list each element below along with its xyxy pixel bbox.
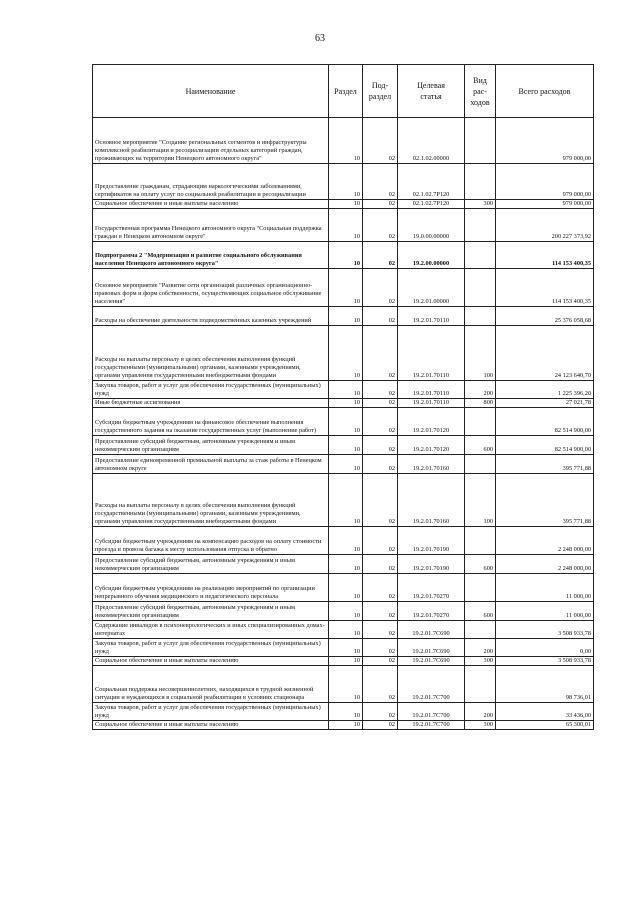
row-total-cell: 2 248 000,00 bbox=[496, 555, 594, 574]
row-subsection-cell: 02 bbox=[363, 721, 398, 730]
table-row bbox=[93, 621, 594, 639]
row-name-cell: Социальное обеспечение и иные выплаты населению bbox=[93, 721, 329, 730]
row-target-cell: 19.2.01.70270 bbox=[398, 574, 465, 602]
row-section-cell: 10 bbox=[329, 639, 363, 657]
row-total-cell: 65 300,01 bbox=[496, 721, 594, 730]
row-expense-type-cell bbox=[465, 455, 496, 474]
table-row bbox=[93, 408, 594, 436]
row-total-cell: 200 227 373,92 bbox=[496, 209, 594, 242]
row-name-cell: Предоставление гражданам, страдающим наркологическими заболеваниями, сертификатов на оплату услуг по социальной реабилитации и ресоциализации bbox=[93, 164, 329, 200]
row-name-cell: Предоставление субсидий бюджетным, автономным учреждениям и иным некоммерческим организациям bbox=[93, 555, 329, 574]
budget-table bbox=[92, 64, 594, 730]
row-name-cell: Закупка товаров, работ и услуг для обеспечения государственных (муниципальных) нужд bbox=[93, 381, 329, 399]
row-expense-type-cell: 600 bbox=[465, 602, 496, 621]
row-expense-type-cell bbox=[465, 209, 496, 242]
row-expense-type-cell bbox=[465, 621, 496, 639]
row-target-cell: 19.2.01.70110 bbox=[398, 307, 465, 326]
row-section-cell: 10 bbox=[329, 621, 363, 639]
row-section-cell: 10 bbox=[329, 200, 363, 209]
table-row bbox=[93, 209, 594, 242]
row-target-cell: 19.2.01.70120 bbox=[398, 408, 465, 436]
row-target-cell: 02.1.02.7Р120 bbox=[398, 200, 465, 209]
row-name-cell: Иные бюджетные ассигнования bbox=[93, 399, 329, 408]
row-name-cell: Предоставление единовременной премиальной выплаты за стаж работы в Ненецком автономном округе bbox=[93, 455, 329, 474]
table-row bbox=[93, 200, 594, 209]
row-section-cell: 10 bbox=[329, 242, 363, 269]
row-expense-type-cell bbox=[465, 269, 496, 307]
row-target-cell: 19.2.01.70110 bbox=[398, 381, 465, 399]
row-name-cell: Подпрограмма 2 "Модернизация и развитие социального обслуживания населения Ненецкого автономного округа" bbox=[93, 242, 329, 269]
row-target-cell: 19.2.01.70160 bbox=[398, 455, 465, 474]
row-total-cell: 395 771,88 bbox=[496, 474, 594, 527]
table-row bbox=[93, 307, 594, 326]
row-target-cell: 19.2.01.70190 bbox=[398, 555, 465, 574]
row-target-cell: 02.1.02.00000 bbox=[398, 118, 465, 164]
row-target-cell: 19.2.01.70120 bbox=[398, 436, 465, 455]
row-section-cell: 10 bbox=[329, 408, 363, 436]
header-name: Наименование bbox=[93, 65, 329, 118]
row-subsection-cell: 02 bbox=[363, 621, 398, 639]
row-name-cell: Субсидии бюджетным учреждениям на реализацию мероприятий по организации непрерывного обучения медицинского и педагогического персонала bbox=[93, 574, 329, 602]
table-header-row bbox=[93, 65, 594, 118]
row-name-cell: Закупка товаров, работ и услуг для обеспечения государственных (муниципальных) нужд bbox=[93, 639, 329, 657]
row-total-cell: 1 225 396,20 bbox=[496, 381, 594, 399]
row-section-cell: 10 bbox=[329, 666, 363, 703]
table-row bbox=[93, 118, 594, 164]
row-subsection-cell: 02 bbox=[363, 381, 398, 399]
table-row bbox=[93, 602, 594, 621]
row-expense-type-cell: 300 bbox=[465, 200, 496, 209]
row-expense-type-cell: 200 bbox=[465, 381, 496, 399]
row-total-cell: 3 508 933,78 bbox=[496, 657, 594, 666]
row-expense-type-cell bbox=[465, 242, 496, 269]
row-expense-type-cell: 100 bbox=[465, 474, 496, 527]
row-expense-type-cell bbox=[465, 666, 496, 703]
row-target-cell: 19.2.01.7С700 bbox=[398, 703, 465, 721]
row-total-cell: 979 000,00 bbox=[496, 118, 594, 164]
row-name-cell: Закупка товаров, работ и услуг для обеспечения государственных (муниципальных) нужд bbox=[93, 703, 329, 721]
table-row bbox=[93, 399, 594, 408]
row-section-cell: 10 bbox=[329, 574, 363, 602]
row-name-cell: Предоставление субсидий бюджетным, автономным учреждениям и иным некоммерческим организациям bbox=[93, 602, 329, 621]
row-expense-type-cell bbox=[465, 574, 496, 602]
row-subsection-cell: 02 bbox=[363, 555, 398, 574]
row-total-cell: 82 514 900,00 bbox=[496, 436, 594, 455]
row-section-cell: 10 bbox=[329, 436, 363, 455]
row-section-cell: 10 bbox=[329, 399, 363, 408]
table-row bbox=[93, 269, 594, 307]
row-name-cell: Социальное обеспечение и иные выплаты населению bbox=[93, 200, 329, 209]
row-total-cell: 0,00 bbox=[496, 639, 594, 657]
row-name-cell: Расходы на выплаты персоналу в целях обеспечения выполнения функций государственными (муниципальными) органами, казенными учреждениями, органами управления государственными внебюджетными фондами bbox=[93, 326, 329, 381]
table-row bbox=[93, 657, 594, 666]
table-row bbox=[93, 527, 594, 555]
row-target-cell: 02.1.02.7Р120 bbox=[398, 164, 465, 200]
table-row bbox=[93, 326, 594, 381]
row-total-cell: 979 000,00 bbox=[496, 200, 594, 209]
row-target-cell: 19.2.01.7С690 bbox=[398, 639, 465, 657]
row-section-cell: 10 bbox=[329, 381, 363, 399]
row-target-cell: 19.2.01.70110 bbox=[398, 399, 465, 408]
row-expense-type-cell: 300 bbox=[465, 657, 496, 666]
row-total-cell: 979 000,00 bbox=[496, 164, 594, 200]
row-total-cell: 2 248 000,00 bbox=[496, 527, 594, 555]
table-row bbox=[93, 555, 594, 574]
row-section-cell: 10 bbox=[329, 307, 363, 326]
row-total-cell: 25 376 058,68 bbox=[496, 307, 594, 326]
row-section-cell: 10 bbox=[329, 721, 363, 730]
row-subsection-cell: 02 bbox=[363, 408, 398, 436]
row-total-cell: 114 153 400,35 bbox=[496, 242, 594, 269]
table-row bbox=[93, 639, 594, 657]
row-expense-type-cell bbox=[465, 307, 496, 326]
row-name-cell: Социальная поддержка несовершеннолетних, находящихся в трудной жизненной ситуации и нуждающихся в социальной реабилитации в условиях стационара bbox=[93, 666, 329, 703]
row-target-cell: 19.2.01.7С690 bbox=[398, 657, 465, 666]
row-subsection-cell: 02 bbox=[363, 703, 398, 721]
header-expense-type: Вид рас- ходов bbox=[465, 65, 496, 118]
row-target-cell: 19.2.01.70190 bbox=[398, 527, 465, 555]
row-name-cell: Социальное обеспечение и иные выплаты населению bbox=[93, 657, 329, 666]
row-expense-type-cell bbox=[465, 527, 496, 555]
row-expense-type-cell bbox=[465, 118, 496, 164]
row-target-cell: 19.2.01.70270 bbox=[398, 602, 465, 621]
row-section-cell: 10 bbox=[329, 118, 363, 164]
row-name-cell: Содержание инвалидов в психоневрологических и иных специализированных домах-интернатах bbox=[93, 621, 329, 639]
row-name-cell: Расходы на выплаты персоналу в целях обеспечения выполнения функций государственными (муниципальными) органами, казенными учреждениями, органами управления государственными внебюджетными фондами bbox=[93, 474, 329, 527]
page-number: 63 bbox=[315, 33, 325, 44]
row-section-cell: 10 bbox=[329, 657, 363, 666]
row-total-cell: 33 436,00 bbox=[496, 703, 594, 721]
row-name-cell: Предоставление субсидий бюджетным, автономным учреждениям и иным некоммерческим организациям bbox=[93, 436, 329, 455]
row-name-cell: Расходы на обеспечение деятельности подведомственных казенных учреждений bbox=[93, 307, 329, 326]
row-section-cell: 10 bbox=[329, 326, 363, 381]
row-name-cell: Государственная программа Ненецкого автономного округа "Социальная поддержка граждан в Ненецком автономном округе" bbox=[93, 209, 329, 242]
row-total-cell: 24 123 640,70 bbox=[496, 326, 594, 381]
row-target-cell: 19.2.01.7С690 bbox=[398, 621, 465, 639]
row-section-cell: 10 bbox=[329, 703, 363, 721]
row-section-cell: 10 bbox=[329, 455, 363, 474]
row-subsection-cell: 02 bbox=[363, 200, 398, 209]
row-target-cell: 19.2.01.70110 bbox=[398, 326, 465, 381]
row-expense-type-cell: 600 bbox=[465, 555, 496, 574]
header-section: Раздел bbox=[329, 65, 363, 118]
table-row bbox=[93, 474, 594, 527]
row-subsection-cell: 02 bbox=[363, 574, 398, 602]
table-row bbox=[93, 721, 594, 730]
header-target: Целевая статья bbox=[398, 65, 465, 118]
row-target-cell: 19.2.00.00000 bbox=[398, 242, 465, 269]
row-expense-type-cell: 200 bbox=[465, 639, 496, 657]
row-target-cell: 19.2.01.7С700 bbox=[398, 721, 465, 730]
row-section-cell: 10 bbox=[329, 269, 363, 307]
table-row bbox=[93, 436, 594, 455]
row-target-cell: 19.0.00.00000 bbox=[398, 209, 465, 242]
row-total-cell: 114 153 400,35 bbox=[496, 269, 594, 307]
table-row bbox=[93, 164, 594, 200]
row-expense-type-cell: 200 bbox=[465, 703, 496, 721]
row-subsection-cell: 02 bbox=[363, 326, 398, 381]
row-subsection-cell: 02 bbox=[363, 527, 398, 555]
row-section-cell: 10 bbox=[329, 474, 363, 527]
row-expense-type-cell: 100 bbox=[465, 326, 496, 381]
header-subsection: Под- раздел bbox=[363, 65, 398, 118]
row-expense-type-cell: 600 bbox=[465, 436, 496, 455]
row-subsection-cell: 02 bbox=[363, 602, 398, 621]
row-total-cell: 27 021,78 bbox=[496, 399, 594, 408]
row-subsection-cell: 02 bbox=[363, 399, 398, 408]
row-target-cell: 19.2.01.00000 bbox=[398, 269, 465, 307]
row-section-cell: 10 bbox=[329, 602, 363, 621]
row-total-cell: 11 000,00 bbox=[496, 602, 594, 621]
row-subsection-cell: 02 bbox=[363, 666, 398, 703]
table-row bbox=[93, 455, 594, 474]
row-name-cell: Основное мероприятие "Создание региональных сегментов и инфраструктуры комплексной реабилитации и ресоциализации отдельных категорий граждан, проживающих на территории Ненецкого автономного округа" bbox=[93, 118, 329, 164]
row-subsection-cell: 02 bbox=[363, 269, 398, 307]
row-total-cell: 82 514 900,00 bbox=[496, 408, 594, 436]
row-name-cell: Субсидии бюджетным учреждениям на компенсацию расходов на оплату стоимости проезда и провоза багажа к месту использования отпуска и обратно bbox=[93, 527, 329, 555]
row-subsection-cell: 02 bbox=[363, 474, 398, 527]
row-expense-type-cell bbox=[465, 408, 496, 436]
row-total-cell: 3 508 933,78 bbox=[496, 621, 594, 639]
row-total-cell: 11 000,00 bbox=[496, 574, 594, 602]
row-total-cell: 395 771,88 bbox=[496, 455, 594, 474]
row-subsection-cell: 02 bbox=[363, 164, 398, 200]
row-subsection-cell: 02 bbox=[363, 307, 398, 326]
row-target-cell: 19.2.01.70160 bbox=[398, 474, 465, 527]
row-subsection-cell: 02 bbox=[363, 657, 398, 666]
header-total: Всего расходов bbox=[496, 65, 594, 118]
table-row bbox=[93, 242, 594, 269]
table-row bbox=[93, 381, 594, 399]
row-subsection-cell: 02 bbox=[363, 639, 398, 657]
row-expense-type-cell bbox=[465, 164, 496, 200]
row-total-cell: 98 736,01 bbox=[496, 666, 594, 703]
row-section-cell: 10 bbox=[329, 209, 363, 242]
row-section-cell: 10 bbox=[329, 164, 363, 200]
row-target-cell: 19.2.01.7С700 bbox=[398, 666, 465, 703]
row-name-cell: Субсидии бюджетным учреждениям на финансовое обеспечение выполнения государственного задания на оказание государственных услуг (выполнение работ) bbox=[93, 408, 329, 436]
table-row bbox=[93, 666, 594, 703]
row-subsection-cell: 02 bbox=[363, 436, 398, 455]
row-name-cell: Основное мероприятие "Развитие сети организаций различных организационно-правовых форм и форм собственности, осуществляющих социальное обслуживание населения" bbox=[93, 269, 329, 307]
row-subsection-cell: 02 bbox=[363, 242, 398, 269]
row-section-cell: 10 bbox=[329, 527, 363, 555]
table-row bbox=[93, 574, 594, 602]
row-subsection-cell: 02 bbox=[363, 209, 398, 242]
table-row bbox=[93, 703, 594, 721]
row-expense-type-cell: 800 bbox=[465, 399, 496, 408]
row-section-cell: 10 bbox=[329, 555, 363, 574]
row-subsection-cell: 02 bbox=[363, 118, 398, 164]
row-subsection-cell: 02 bbox=[363, 455, 398, 474]
row-expense-type-cell: 300 bbox=[465, 721, 496, 730]
